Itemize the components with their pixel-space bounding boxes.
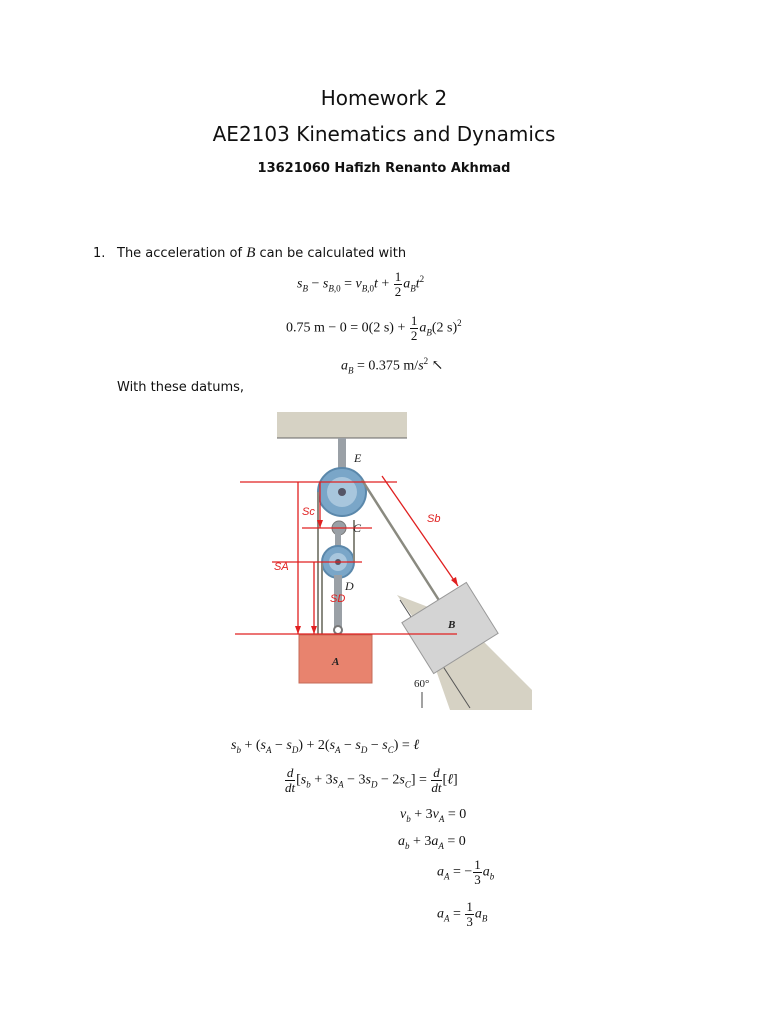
equation-1: $s_B - s_{B,0} = v_{B,0}t$ + $\frac{1}{2}$ $a_Bt^2$ — [297, 269, 425, 299]
problem-number: 1. — [93, 246, 106, 261]
pulley-d-label: D — [345, 579, 354, 593]
block-a-label: A — [332, 656, 340, 668]
document-title: Homework 2 — [320, 86, 448, 110]
pulley-e-label: E — [354, 451, 362, 465]
intro-after: can be calculated with — [259, 246, 407, 261]
author-line: 13621060 Hafizh Renanto Akhmad — [257, 161, 511, 176]
equation-4: $s_b + (s_A - s_D) + 2(s_A - s_D - s_C)$ = ℓ — [231, 738, 420, 755]
equation-3: $a_B = 0.375$ $m/s^2$ ↖ — [341, 356, 444, 376]
equation-5: $\frac{d}{dt}$ $[s_b + 3s_A - 3s_D - 2s_C]$ = $\frac{d}{dt}$ [ℓ] — [285, 765, 458, 795]
pulley-figure — [232, 410, 532, 710]
angle-label: 60° — [414, 678, 430, 690]
equation-8: $a_A$ = − $\frac{1}{3}$ $a_b$ — [437, 857, 495, 887]
equation-9: $a_A$ = $\frac{1}{3}$ $a_B$ — [437, 899, 488, 929]
label-sa: SA — [274, 561, 289, 573]
rope-to-b — [362, 480, 442, 605]
intro-var: B — [246, 245, 256, 261]
course-title: AE2103 Kinematics and Dynamics — [212, 122, 556, 146]
label-sb: Sb — [427, 513, 441, 525]
problem-intro — [93, 245, 406, 262]
intro-before: The acceleration of — [117, 246, 243, 261]
label-sd: SD — [330, 593, 346, 605]
ceiling — [277, 412, 407, 438]
datums-text: With these datums, — [117, 380, 245, 395]
equation-7: $a_b + 3a_A = 0$ — [398, 834, 466, 851]
equation-2: 0.75 m − 0 = 0(2 s) + $\frac{1}{2}$ $a_B(2$ s)$^2$ — [286, 313, 462, 343]
block-b-label: B — [448, 619, 456, 631]
label-sc: Sc — [302, 506, 315, 518]
equation-6: $v_b + 3v_A = 0$ — [400, 807, 467, 824]
pulley-c-label: C — [353, 521, 362, 535]
